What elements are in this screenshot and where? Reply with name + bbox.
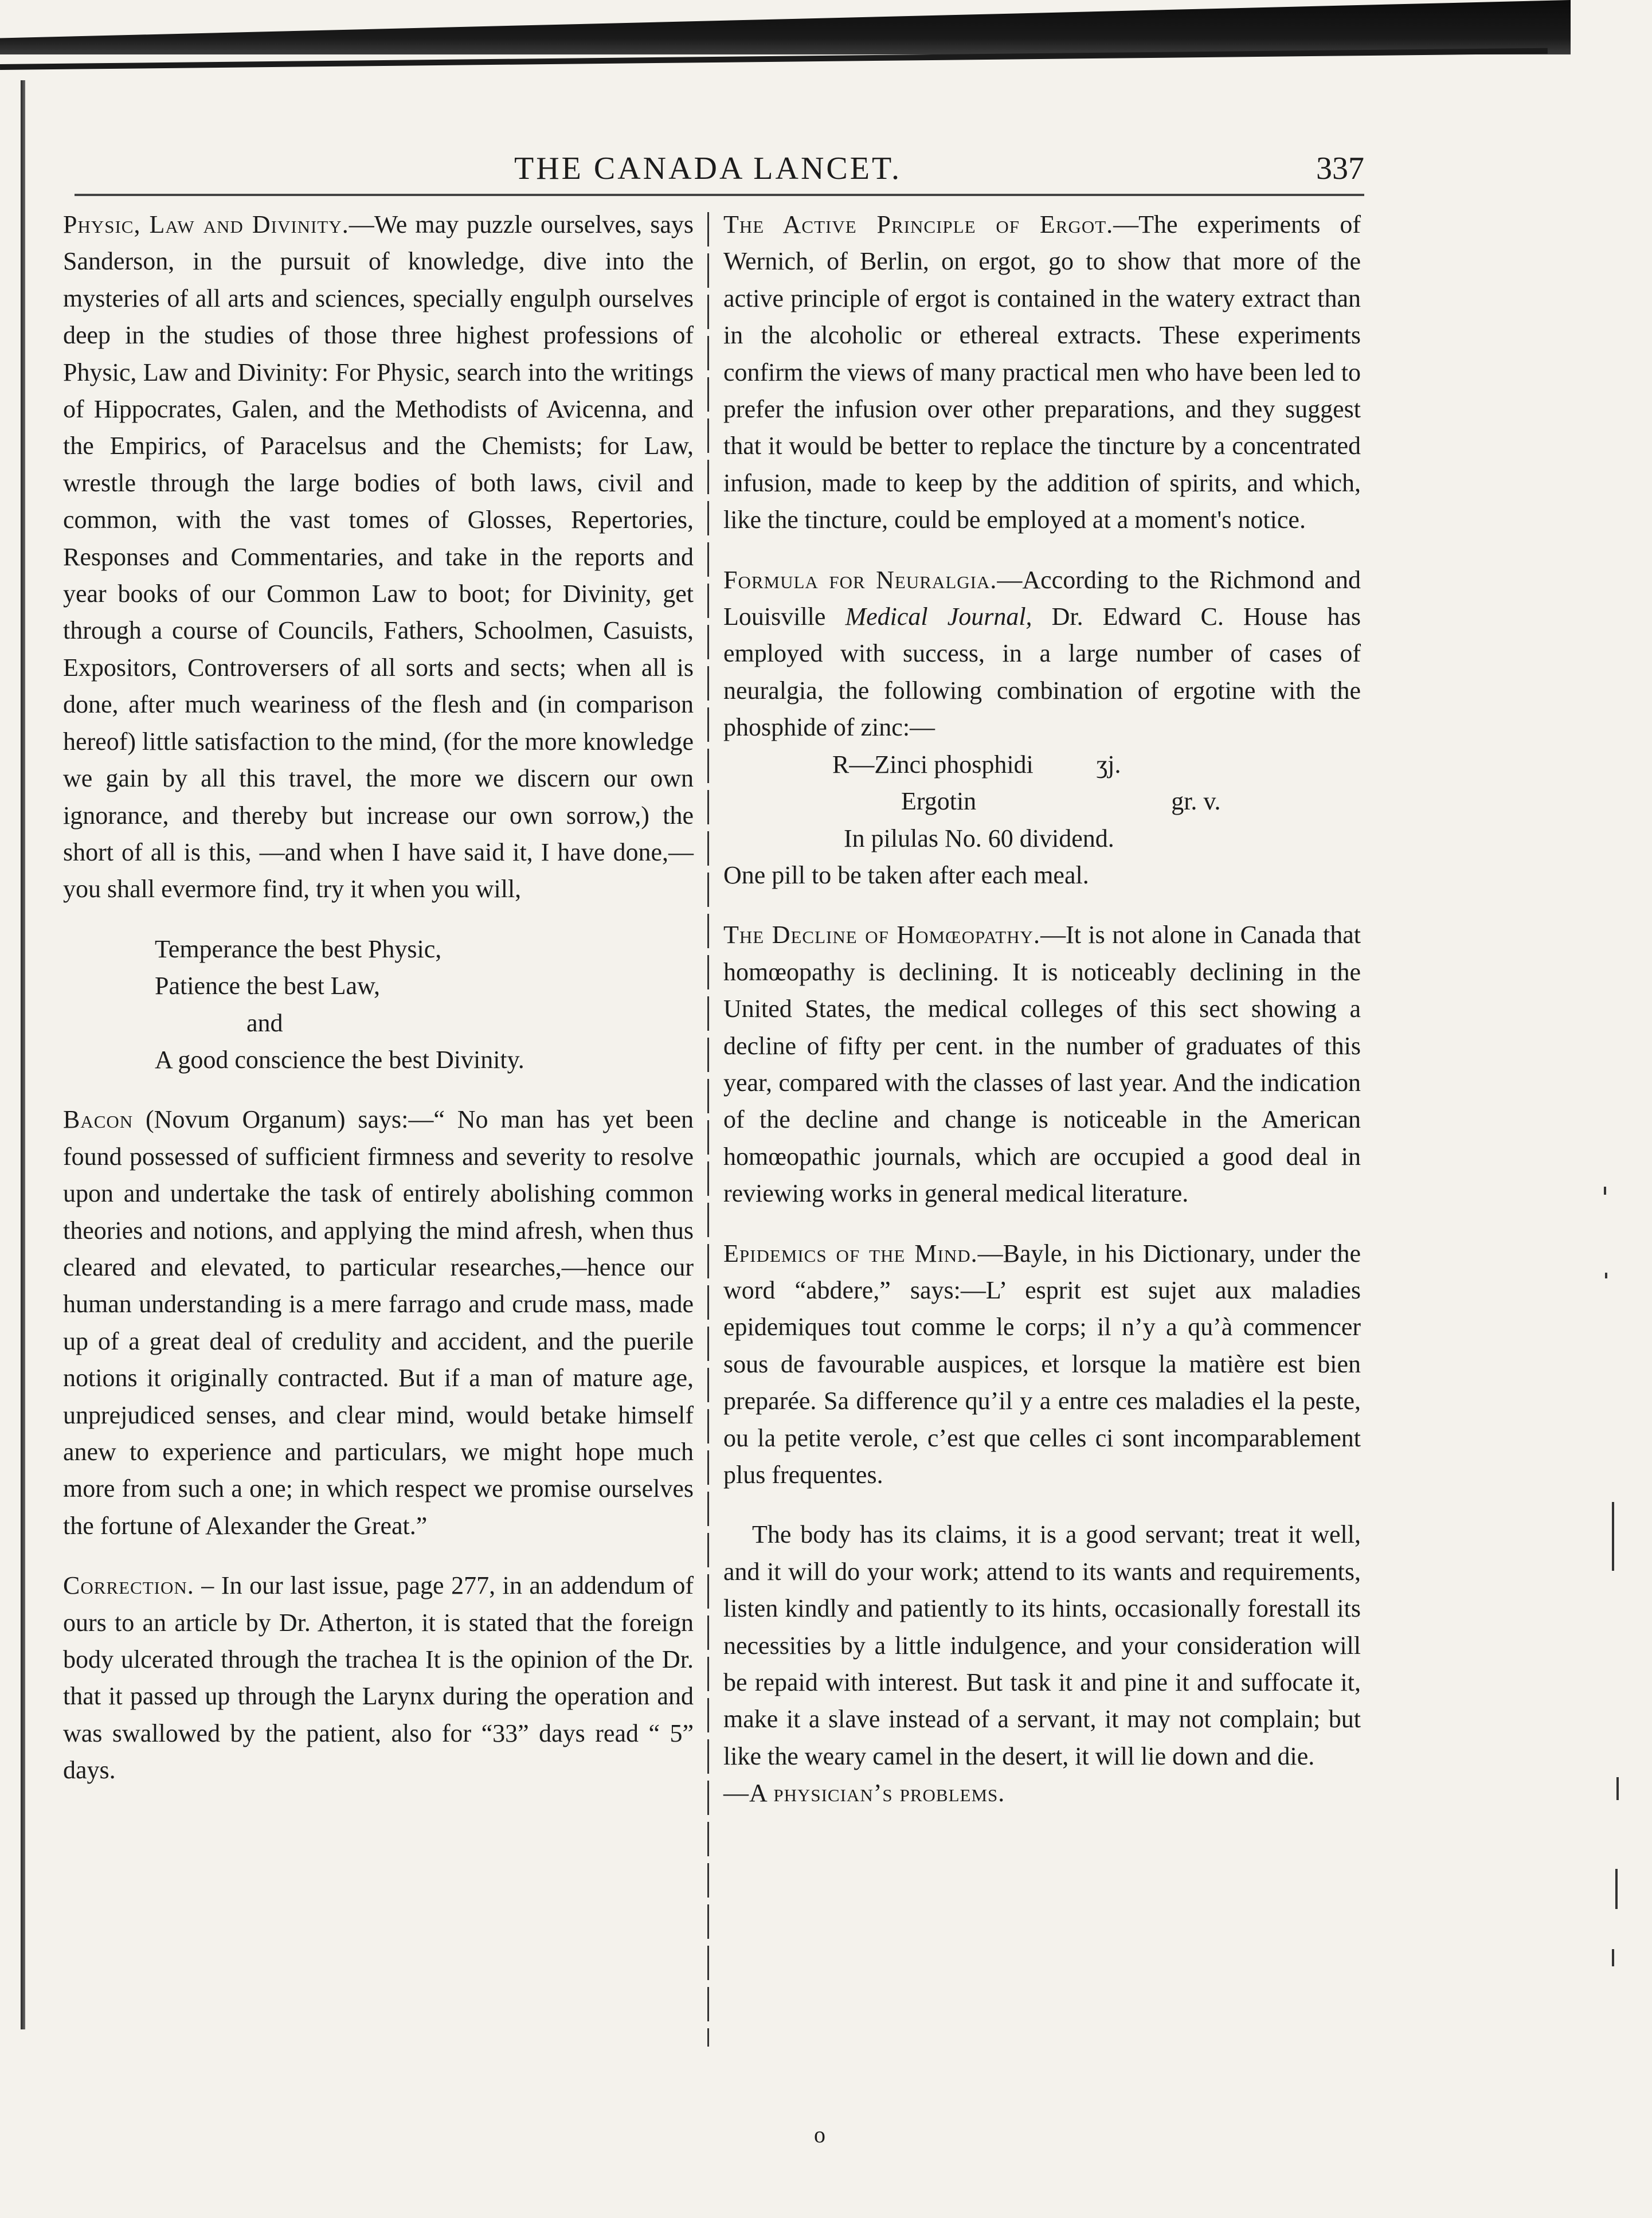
article-heading: Epidemics of the Mind. (723, 1239, 978, 1268)
margin-speck (1605, 1273, 1607, 1278)
prescription-line (723, 746, 1361, 783)
page-top-ink-bar (0, 0, 1571, 54)
verse-line: A good conscience the best Divinity. (155, 1045, 524, 1074)
page-number: 337 (1316, 151, 1364, 186)
article-body: —The experiments of Wernich, of Berlin, on ergot, go to show that more of the active principle of ergot is contained in the watery extract than in the alcoholic or ethereal extracts. These experiments confirm the views of many practical men who have been led to prefer the infusion over other preparations, and they suggest that it would be better to replace the tincture by a concentrated infusion, made to keep by the addition of spirits, and which, like the tincture, could be employed at a moment's notice. (723, 210, 1361, 534)
prescription-line: In pilulas No. 60 dividend. (844, 824, 1114, 852)
margin-speck (1616, 1777, 1619, 1800)
article-heading: The Decline of Homœopathy. (723, 921, 1041, 949)
left-column (63, 206, 694, 1812)
article-body: – In our last issue, page 277, in an addendum of ours to an article by Dr. Atherton, it is stated that the foreign body ulcerated through the trachea It is the opinion of the Dr. that it passed up through the Larynx during the operation and was swallowed by the patient, also for “33” days read “ 5” days. (63, 1571, 694, 1785)
article-epidemics (723, 1235, 1361, 1494)
article-heading: Correction. (63, 1571, 194, 1600)
article-body: Dr. Edward C. House has employed with success, in a large number of cases of neuralgia, the following combination of ergotine with the phosphide of zinc:— (723, 603, 1361, 742)
margin-speck (1612, 1949, 1614, 1966)
verse-line: Temperance the best Physic, (155, 934, 442, 963)
prescription (723, 746, 1361, 857)
journal-name: Medical Journal, (845, 603, 1032, 631)
article-body: —We may puzzle ourselves, says Sanderson, in the pursuit of knowledge, dive into the mysteries of all arts and sciences, specially engulph ourselves deep in the studies of those three highest professions of Physic, Law and Divinity: For Physic, search into the writings of Hippocrates, Galen, and the Methodists of Avicenna, and the Empirics, of Paracelsus and the Chemists; for Law, wrestle through the large bodies of both laws, civil and common, with the vast tomes of Glosses, Repertories, Responses and Commentaries, and take in the reports and year books of our Common Law to boot; for Divinity, get through a course of Councils, Fathers, Schoolmen, Casuists, Expositors, Controversers of all sorts and sects; when all is done, after much weariness of the flesh and (in comparison hereof) little satisfaction to the mind, (for the more knowledge we gain by all this travel, the more we discern our own ignorance, and thereby but increase our own sorrow,) the short of all is this, —and when I have said it, I have done,—you shall evermore find, try it when you will, (63, 210, 694, 903)
article-neuralgia (723, 562, 1361, 746)
prescription-instruction: One pill to be taken after each meal. (723, 860, 1089, 889)
prescription-ingredient: R—Zinci phosphidi (832, 750, 1034, 779)
article-body: —Bayle, in his Dictionary, under the word “abdere,” says:—L’ esprit est sujet aux maladies epidemiques tout comme le corps; il n’y a qu’à commencer sous de favourable auspices, et lorsque la matière est bien preparée. Sa difference qu’il y a entre ces maladies el la peste, ou la petite verole, c’est que celles ci sont incomparablement plus frequentes. (723, 1239, 1361, 1489)
verse-line: and (246, 1008, 283, 1037)
article-correction (63, 1567, 694, 1789)
footer-mark: o (814, 2122, 825, 2147)
article-ergot (723, 206, 1361, 539)
article-source: —A physician’s problems. (723, 1779, 1005, 1808)
article-heading: Physic, Law and Divinity. (63, 210, 349, 238)
page-left-edge (21, 80, 25, 2029)
prescription-dose: ʒj. (1096, 750, 1121, 779)
article-body: —It is not alone in Canada that homœopathy is declining. It is noticeably declining in the United States, the medical colleges of this sect showing a decline of fifty per cent. in the number of graduates of this year, compared with the classes of last year. And the indication of the decline and change is noticeable in the American homœopathic journals, which are occupied a good deal in reviewing works in general medical literature. (723, 921, 1361, 1208)
header-rule (75, 194, 1364, 196)
right-column (723, 206, 1361, 1812)
verse (63, 931, 694, 1079)
article-physic-law-divinity (63, 206, 694, 908)
article-heading: Bacon (63, 1105, 134, 1134)
prescription-ingredient: Ergotin (901, 787, 977, 816)
journal-title: THE CANADA LANCET. (514, 151, 902, 186)
margin-speck (1604, 1187, 1606, 1195)
margin-speck (1612, 1502, 1614, 1571)
article-heading: Formula for Neuralgia. (723, 565, 997, 594)
prescription-dose: gr. v. (1171, 787, 1221, 816)
article-heading: The Active Principle of Ergot. (723, 210, 1114, 238)
article-homeopathy (723, 917, 1361, 1212)
margin-speck (1615, 1869, 1618, 1909)
column-divider (707, 212, 709, 2047)
article-body-claims (723, 1516, 1361, 1775)
article-body: (Novum Organum) says:—“ No man has yet been found possessed of sufficient firmness and severity to resolve upon and undertake the task of entirely abolishing common theories and notions, and applying the mind afresh, when thus cleared and elevated, to particular researches,—hence our human understanding is a mere farrago and crude mass, made up of a great deal of credulity and accident, and the puerile notions it originally contracted. But if a man of mature age, unprejudiced senses, and clear mind, would betake himself anew to experience and particulars, we might hope much more from such a one; in which respect we promise ourselves the fortune of Alexander the Great.” (63, 1105, 694, 1540)
verse-line: Patience the best Law, (155, 972, 380, 1000)
prescription-line (723, 783, 1361, 820)
article-bacon (63, 1101, 694, 1544)
article-body: —According to the Richmond and Louisville (723, 565, 1361, 631)
running-header (52, 150, 1364, 185)
article-body: The body has its claims, it is a good servant; treat it well, and it will do your work; attend to its wants and requirements, listen kindly and patiently to its hints, occasionally forestall its necessities by a little indulgence, and your consideration will be repaid with interest. But task it and pine it and suffocate it, make it a slave instead of a servant, it may not complain; but like the weary camel in the desert, it will lie down and die. (723, 1520, 1361, 1770)
